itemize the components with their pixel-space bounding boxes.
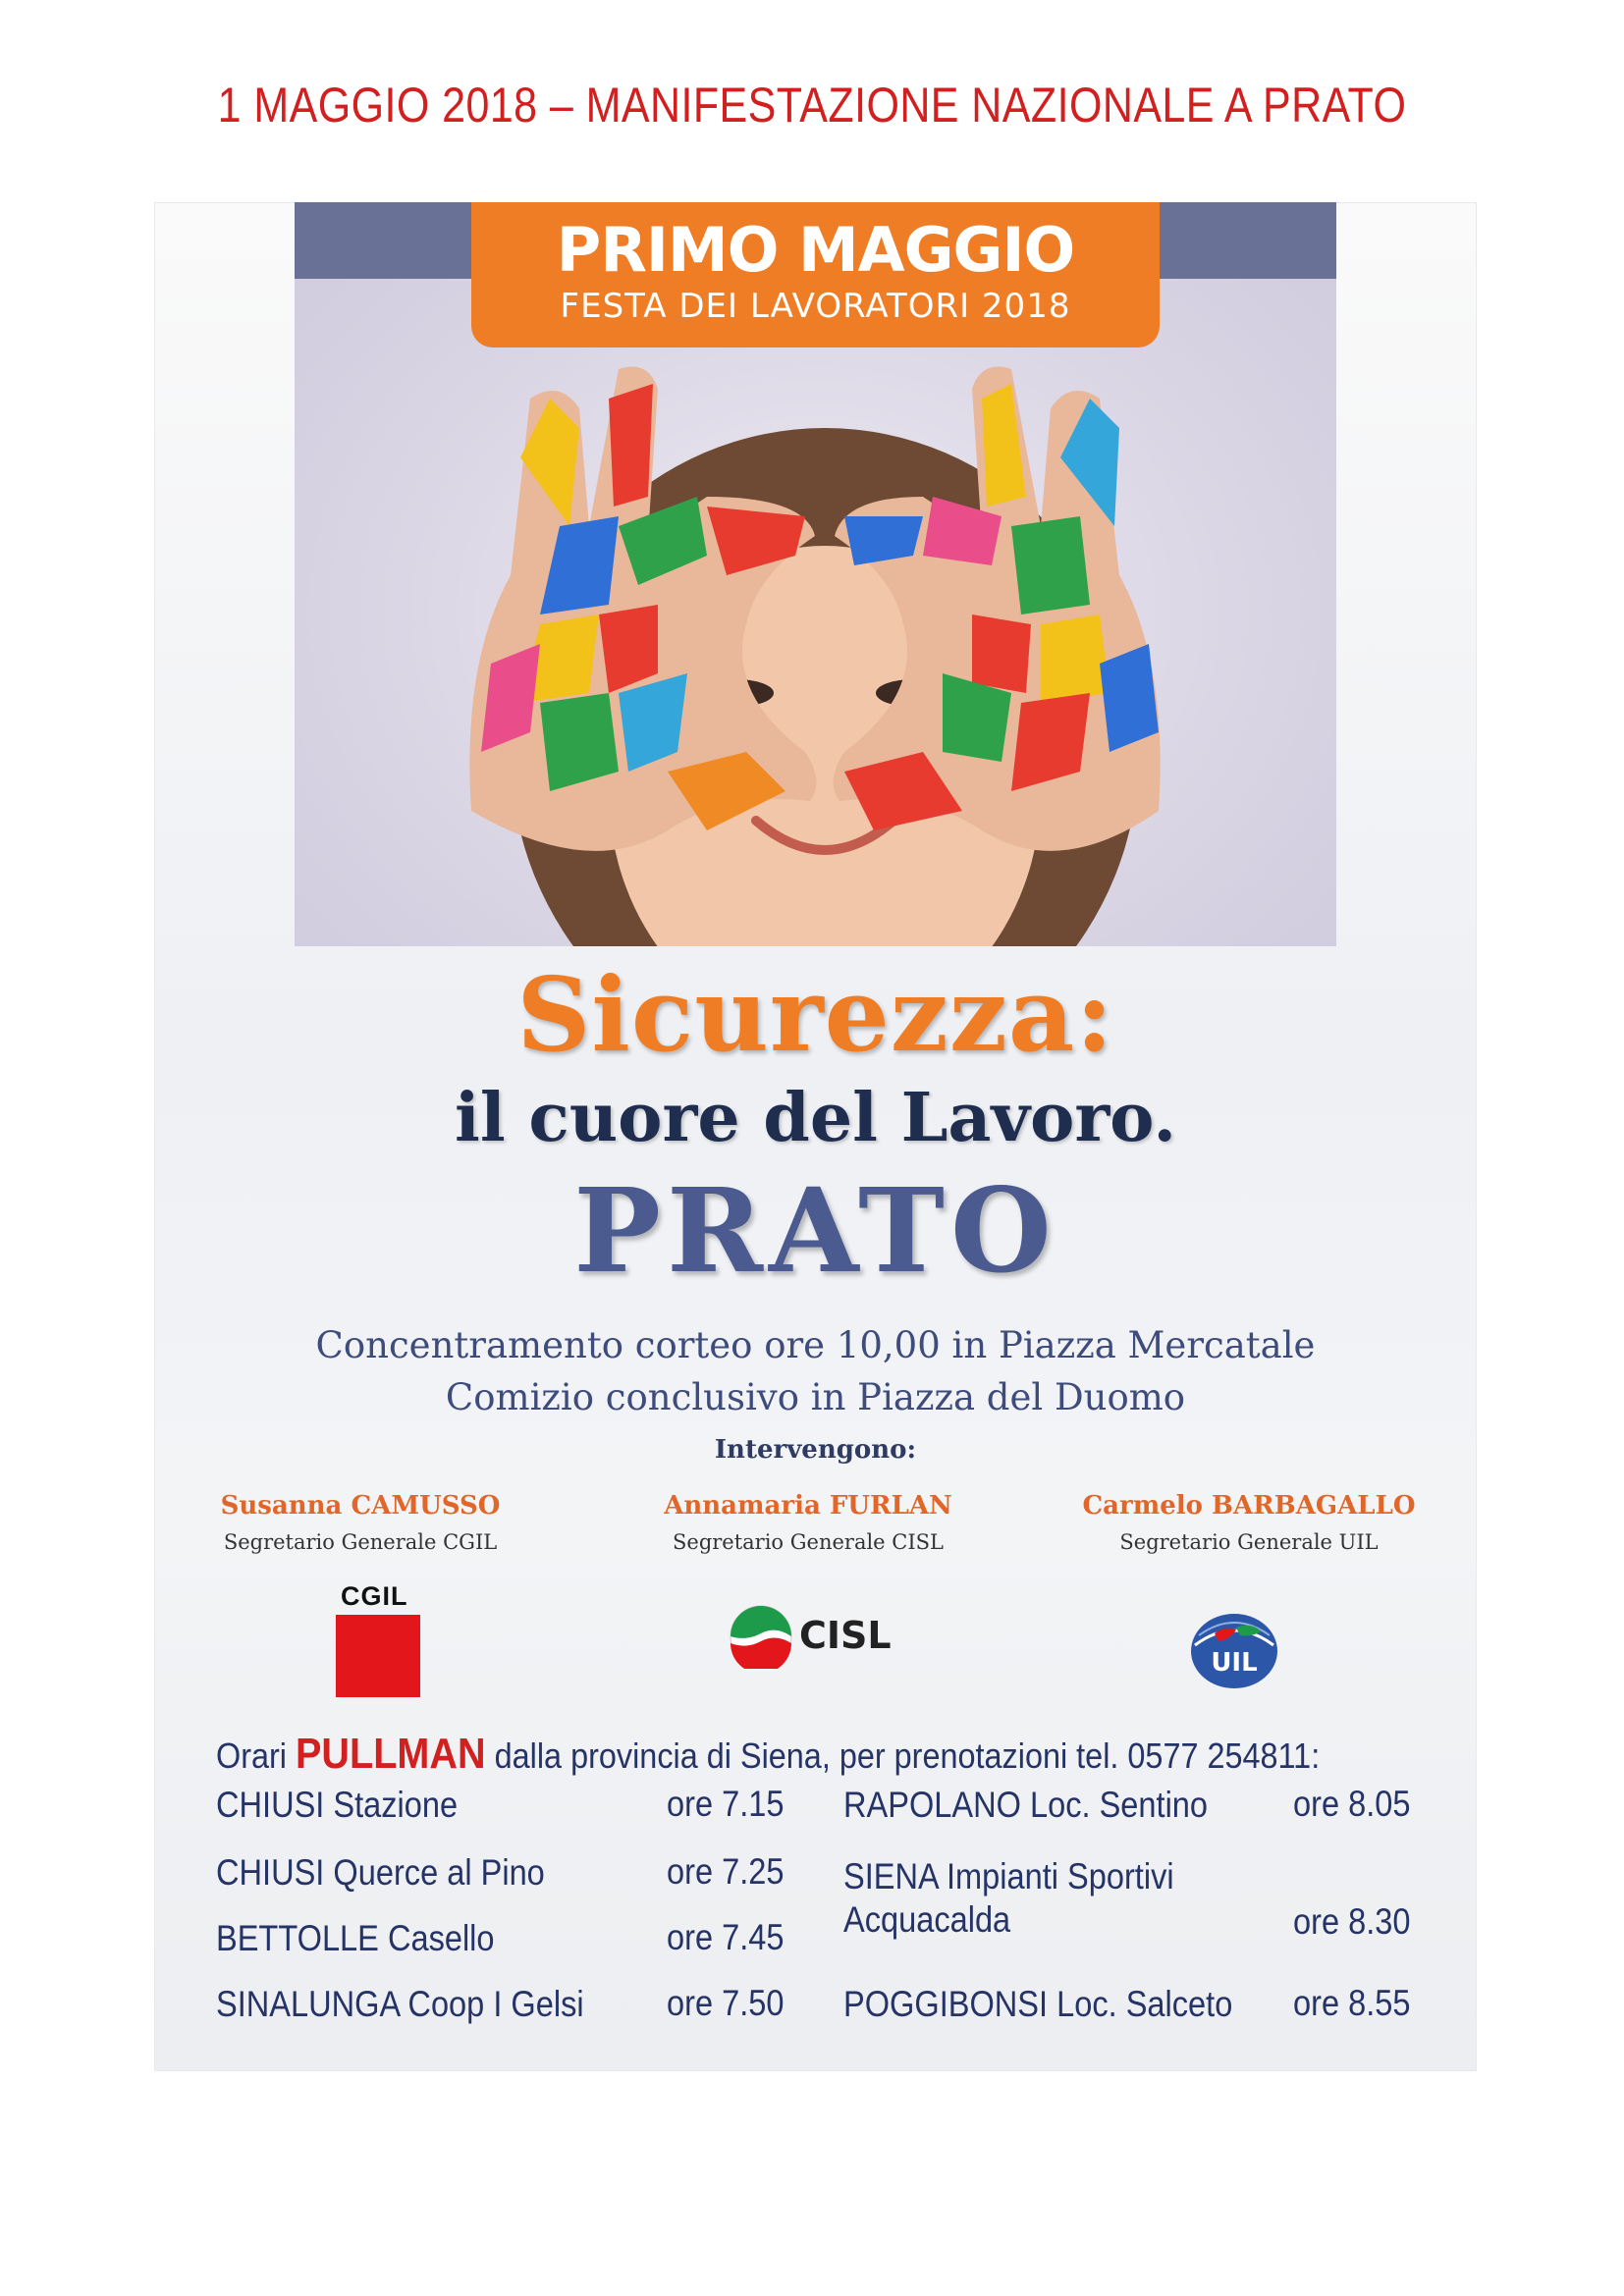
badge-subtitle: FESTA DEI LAVORATORI 2018 (560, 287, 1071, 326)
bus-suffix: dalla provincia di Siena, per prenotazioni tel. 0577 254811: (494, 1735, 1321, 1776)
speaker-role: Segretario Generale CGIL (223, 1530, 498, 1554)
bus-time: ore 7.50 (667, 1983, 785, 2023)
bus-stop (216, 1784, 458, 1827)
speaker-role: Segretario Generale CISL (673, 1530, 944, 1554)
bus-schedule-heading (216, 1730, 1320, 1779)
speaker-name: Annamaria FURLAN (664, 1491, 952, 1521)
bus-stop-place: Stazione (333, 1785, 459, 1825)
bus-time: ore 7.25 (667, 1851, 785, 1892)
primo-maggio-badge (471, 202, 1160, 347)
uil-globe-icon (1185, 1606, 1283, 1694)
bus-stop-town: CHIUSI (216, 1785, 325, 1825)
bus-stop-place: Loc. Sentino (1029, 1785, 1209, 1825)
bus-stop (216, 1851, 545, 1895)
speaker-name: Susanna CAMUSSO (220, 1491, 501, 1521)
bus-highlight: PULLMAN (296, 1730, 486, 1778)
bus-stop-place-line2: Acquacalda (843, 1899, 1011, 1940)
headline-city: PRATO (573, 1162, 1057, 1299)
bus-stop (216, 1917, 495, 1960)
bus-time: ore 8.30 (1293, 1901, 1411, 1942)
speakers-label: Intervengono: (714, 1435, 917, 1465)
bus-stop (843, 1784, 1208, 1827)
headline-sicurezza: Sicurezza: (516, 954, 1114, 1075)
bus-stop (843, 1983, 1232, 2026)
bus-stop (843, 1855, 1174, 1942)
bus-stop-place: Coop I Gelsi (407, 1984, 584, 2024)
speaker-role: Segretario Generale UIL (1119, 1530, 1379, 1554)
bus-stop-town: POGGIBONSI (843, 1984, 1049, 2024)
cgil-logo-text: CGIL (341, 1581, 408, 1611)
cisl-flag-icon (729, 1604, 793, 1669)
bus-stop-town: SINALUNGA (216, 1984, 400, 2024)
bus-stop-place: Impianti Sportivi (946, 1856, 1174, 1896)
speaker-name: Carmelo BARBAGALLO (1082, 1491, 1416, 1521)
speaker-cisl (602, 1491, 1014, 1554)
bus-stop-town: BETTOLLE (216, 1918, 379, 1958)
badge-title: PRIMO MAGGIO (556, 214, 1075, 286)
cisl-logo (729, 1604, 915, 1682)
bus-prefix: Orari (216, 1735, 287, 1776)
bus-stop-town: CHIUSI (216, 1852, 325, 1893)
hero-photo (295, 202, 1336, 946)
page-title: 1 MAGGIO 2018 – MANIFESTAZIONE NAZIONALE A PRATO (217, 78, 1407, 133)
speaker-cgil (154, 1491, 567, 1554)
bus-time: ore 7.15 (667, 1784, 785, 1824)
cgil-logo (331, 1581, 425, 1699)
uil-logo-text: UIL (1211, 1648, 1258, 1678)
poster (154, 202, 1477, 2071)
bus-stop (216, 1983, 584, 2026)
bus-stop-place: Casello (387, 1918, 495, 1958)
info-line-1: Concentramento corteo ore 10,00 in Piazza Mercatale (315, 1324, 1316, 1366)
bus-time: ore 7.45 (667, 1917, 785, 1957)
bus-stop-town: SIENA (843, 1856, 938, 1896)
info-line-2: Comizio conclusivo in Piazza del Duomo (445, 1376, 1186, 1418)
cgil-red-square (336, 1615, 420, 1697)
headline-subtitle: il cuore del Lavoro. (454, 1079, 1177, 1157)
speaker-uil (1043, 1491, 1455, 1554)
cisl-logo-text: CISL (799, 1614, 892, 1657)
bus-stop-place: Querce al Pino (333, 1852, 545, 1893)
uil-logo (1185, 1606, 1283, 1694)
bus-stop-town: RAPOLANO (843, 1785, 1021, 1825)
bus-time: ore 8.05 (1293, 1784, 1411, 1824)
bus-stop-place: Loc. Salceto (1056, 1984, 1233, 2024)
bus-time: ore 8.55 (1293, 1983, 1411, 2023)
